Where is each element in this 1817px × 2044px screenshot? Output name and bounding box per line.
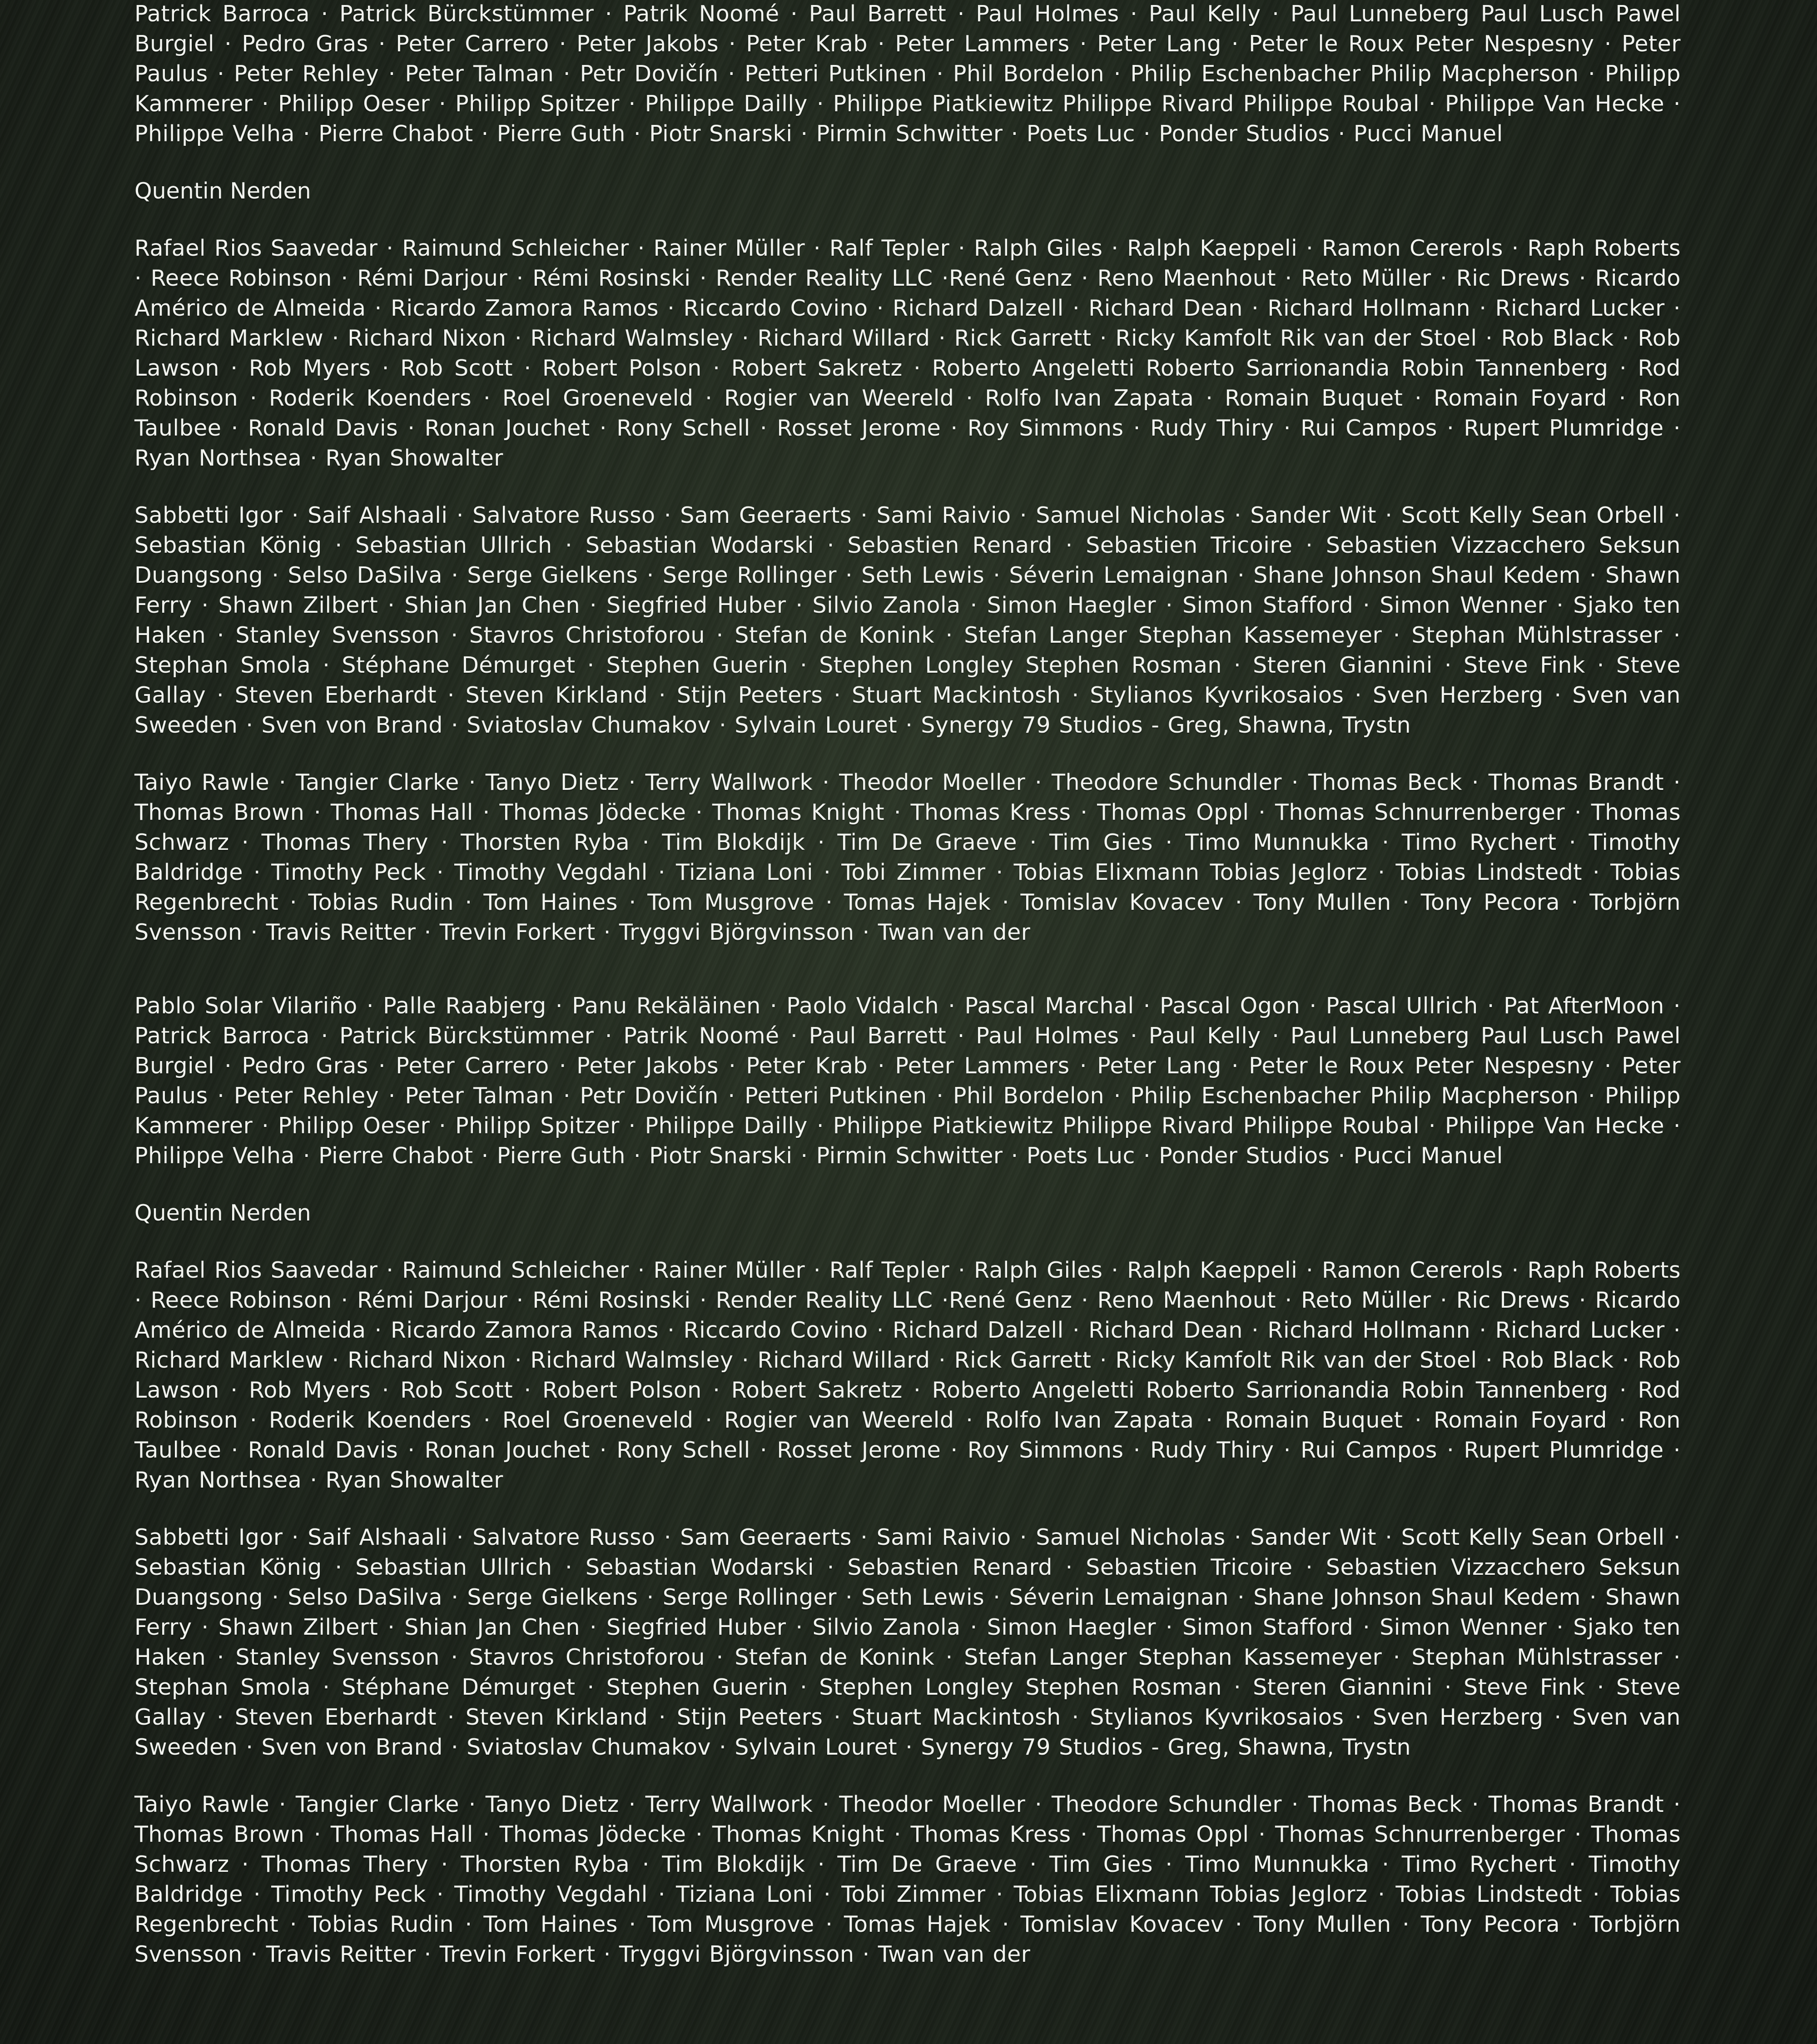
credits-list-r: Rafael Rios Saavedar · Raimund Schleicher · Rainer Müller · Ralf Tepler · Ralph Giles · Ralph Kaeppeli · Ramon Cererols · Raph Roberts · Reece Robinson · Rémi Darjour · Rémi Rosinski · Render Reality LLC ·René Genz · Reno Maenhout · Reto Müller · Ric Drews · Ricardo Américo de Almeida · Ricardo Zamora Ramos · Riccardo Covino · Richard Dalzell · Richard Dean · Richard Hollmann · Richard Lucker · Richard Marklew · Richard Nixon · Richard Walmsley · Richard Willard · Rick Garrett · Ricky Kamfolt Rik van der Stoel · Rob Black · Rob Lawson · Rob Myers · Rob Scott · Robert Polson · Robert Sakretz · Roberto Angeletti Roberto Sarrionandia Robin Tannenberg · Rod Robinson · Roderik Koenders · Roel Groeneveld · Rogier van Weereld · Rolfo Ivan Zapata · Romain Buquet · Romain Foyard · Ron Taulbee · Ronald Davis · Ronan Jouchet · Rony Schell · Rosset Jerome · Roy Simmons · Rudy Thiry · Rui Campos · Rupert Plumridge · Ryan Northsea · Ryan Showalter: [134, 233, 1681, 473]
credits-list-t: Taiyo Rawle · Tangier Clarke · Tanyo Dietz · Terry Wallwork · Theodor Moeller · Theodore Schundler · Thomas Beck · Thomas Brandt · Thomas Brown · Thomas Hall · Thomas Jödecke · Thomas Knight · Thomas Kress · Thomas Oppl · Thomas Schnurrenberger · Thomas Schwarz · Thomas Thery · Thorsten Ryba · Tim Blokdijk · Tim De Graeve · Tim Gies · Timo Munnukka · Timo Rychert · Timothy Baldridge · Timothy Peck · Timothy Vegdahl · Tiziana Loni · Tobi Zimmer · Tobias Elixmann Tobias Jeglorz · Tobias Lindstedt · Tobias Regenbrecht · Tobias Rudin · Tom Haines · Tom Musgrove · Tomas Hajek · Tomislav Kovacev · Tony Mullen · Tony Pecora · Torbjörn Svensson · Travis Reitter · Trevin Forkert · Tryggvi Björgvinsson · Twan van der: [134, 768, 1681, 948]
credits-list-s: Sabbetti Igor · Saif Alshaali · Salvatore Russo · Sam Geeraerts · Sami Raivio · Samuel Nicholas · Sander Wit · Scott Kelly Sean Orbell · Sebastian König · Sebastian Ullrich · Sebastian Wodarski · Sebastien Renard · Sebastien Tricoire · Sebastien Vizzacchero Seksun Duangsong · Selso DaSilva · Serge Gielkens · Serge Rollinger · Seth Lewis · Séverin Lemaignan · Shane Johnson Shaul Kedem · Shawn Ferry · Shawn Zilbert · Shian Jan Chen · Siegfried Huber · Silvio Zanola · Simon Haegler · Simon Stafford · Simon Wenner · Sjako ten Haken · Stanley Svensson · Stavros Christoforou · Stefan de Konink · Stefan Langer Stephan Kassemeyer · Stephan Mühlstrasser · Stephan Smola · Stéphane Démurget · Stephen Guerin · Stephen Longley Stephen Rosman · Steren Giannini · Steve Fink · Steve Gallay · Steven Eberhardt · Steven Kirkland · Stijn Peeters · Stuart Mackintosh · Stylianos Kyvrikosaios · Sven Herzberg · Sven van Sweeden · Sven von Brand · Sviatoslav Chumakov · Sylvain Louret · Synergy 79 Studios - Greg, Shawna, Trystn: [134, 501, 1681, 740]
credits-list-s: Sabbetti Igor · Saif Alshaali · Salvatore Russo · Sam Geeraerts · Sami Raivio · Samuel Nicholas · Sander Wit · Scott Kelly Sean Orbell · Sebastian König · Sebastian Ullrich · Sebastian Wodarski · Sebastien Renard · Sebastien Tricoire · Sebastien Vizzacchero Seksun Duangsong · Selso DaSilva · Serge Gielkens · Serge Rollinger · Seth Lewis · Séverin Lemaignan · Shane Johnson Shaul Kedem · Shawn Ferry · Shawn Zilbert · Shian Jan Chen · Siegfried Huber · Silvio Zanola · Simon Haegler · Simon Stafford · Simon Wenner · Sjako ten Haken · Stanley Svensson · Stavros Christoforou · Stefan de Konink · Stefan Langer Stephan Kassemeyer · Stephan Mühlstrasser · Stephan Smola · Stéphane Démurget · Stephen Guerin · Stephen Longley Stephen Rosman · Steren Giannini · Steve Fink · Steve Gallay · Steven Eberhardt · Steven Kirkland · Stijn Peeters · Stuart Mackintosh · Stylianos Kyvrikosaios · Sven Herzberg · Sven van Sweeden · Sven von Brand · Sviatoslav Chumakov · Sylvain Louret · Synergy 79 Studios - Greg, Shawna, Trystn: [134, 1523, 1681, 1762]
credits-list-q: Quentin Nerden: [134, 1198, 1681, 1228]
credits-list-p: Patrick Barroca · Patrick Bürckstümmer · Patrik Noomé · Paul Barrett · Paul Holmes · Paul Kelly · Paul Lunneberg Paul Lusch Pawel Burgiel · Pedro Gras · Peter Carrero · Peter Jakobs · Peter Krab · Peter Lammers · Peter Lang · Peter le Roux Peter Nespesny · Peter Paulus · Peter Rehley · Peter Talman · Petr Dovičín · Petteri Putkinen · Phil Bordelon · Philip Eschenbacher Philip Macpherson · Philipp Kammerer · Philipp Oeser · Philipp Spitzer · Philippe Dailly · Philippe Piatkiewitz Philippe Rivard Philippe Roubal · Philippe Van Hecke · Philippe Velha · Pierre Chabot · Pierre Guth · Piotr Snarski · Pirmin Schwitter · Poets Luc · Ponder Studios · Pucci Manuel: [134, 0, 1681, 149]
credits-list-t: Taiyo Rawle · Tangier Clarke · Tanyo Dietz · Terry Wallwork · Theodor Moeller · Theodore Schundler · Thomas Beck · Thomas Brandt · Thomas Brown · Thomas Hall · Thomas Jödecke · Thomas Knight · Thomas Kress · Thomas Oppl · Thomas Schnurrenberger · Thomas Schwarz · Thomas Thery · Thorsten Ryba · Tim Blokdijk · Tim De Graeve · Tim Gies · Timo Munnukka · Timo Rychert · Timothy Baldridge · Timothy Peck · Timothy Vegdahl · Tiziana Loni · Tobi Zimmer · Tobias Elixmann Tobias Jeglorz · Tobias Lindstedt · Tobias Regenbrecht · Tobias Rudin · Tom Haines · Tom Musgrove · Tomas Hajek · Tomislav Kovacev · Tony Mullen · Tony Pecora · Torbjörn Svensson · Travis Reitter · Trevin Forkert · Tryggvi Björgvinsson · Twan van der: [134, 1790, 1681, 1970]
credits-list-r: Rafael Rios Saavedar · Raimund Schleicher · Rainer Müller · Ralf Tepler · Ralph Giles · Ralph Kaeppeli · Ramon Cererols · Raph Roberts · Reece Robinson · Rémi Darjour · Rémi Rosinski · Render Reality LLC ·René Genz · Reno Maenhout · Reto Müller · Ric Drews · Ricardo Américo de Almeida · Ricardo Zamora Ramos · Riccardo Covino · Richard Dalzell · Richard Dean · Richard Hollmann · Richard Lucker · Richard Marklew · Richard Nixon · Richard Walmsley · Richard Willard · Rick Garrett · Ricky Kamfolt Rik van der Stoel · Rob Black · Rob Lawson · Rob Myers · Rob Scott · Robert Polson · Robert Sakretz · Roberto Angeletti Roberto Sarrionandia Robin Tannenberg · Rod Robinson · Roderik Koenders · Roel Groeneveld · Rogier van Weereld · Rolfo Ivan Zapata · Romain Buquet · Romain Foyard · Ron Taulbee · Ronald Davis · Ronan Jouchet · Rony Schell · Rosset Jerome · Roy Simmons · Rudy Thiry · Rui Campos · Rupert Plumridge · Ryan Northsea · Ryan Showalter: [134, 1255, 1681, 1495]
credits-list-p: Pablo Solar Vilariño · Palle Raabjerg · Panu Rekäläinen · Paolo Vidalch · Pascal Marchal · Pascal Ogon · Pascal Ullrich · Pat AfterMoon · Patrick Barroca · Patrick Bürckstümmer · Patrik Noomé · Paul Barrett · Paul Holmes · Paul Kelly · Paul Lunneberg Paul Lusch Pawel Burgiel · Pedro Gras · Peter Carrero · Peter Jakobs · Peter Krab · Peter Lammers · Peter Lang · Peter le Roux Peter Nespesny · Peter Paulus · Peter Rehley · Peter Talman · Petr Dovičín · Petteri Putkinen · Phil Bordelon · Philip Eschenbacher Philip Macpherson · Philipp Kammerer · Philipp Oeser · Philipp Spitzer · Philippe Dailly · Philippe Piatkiewitz Philippe Rivard Philippe Roubal · Philippe Van Hecke · Philippe Velha · Pierre Chabot · Pierre Guth · Piotr Snarski · Pirmin Schwitter · Poets Luc · Ponder Studios · Pucci Manuel: [134, 991, 1681, 1171]
credits-list-q: Quentin Nerden: [134, 176, 1681, 206]
